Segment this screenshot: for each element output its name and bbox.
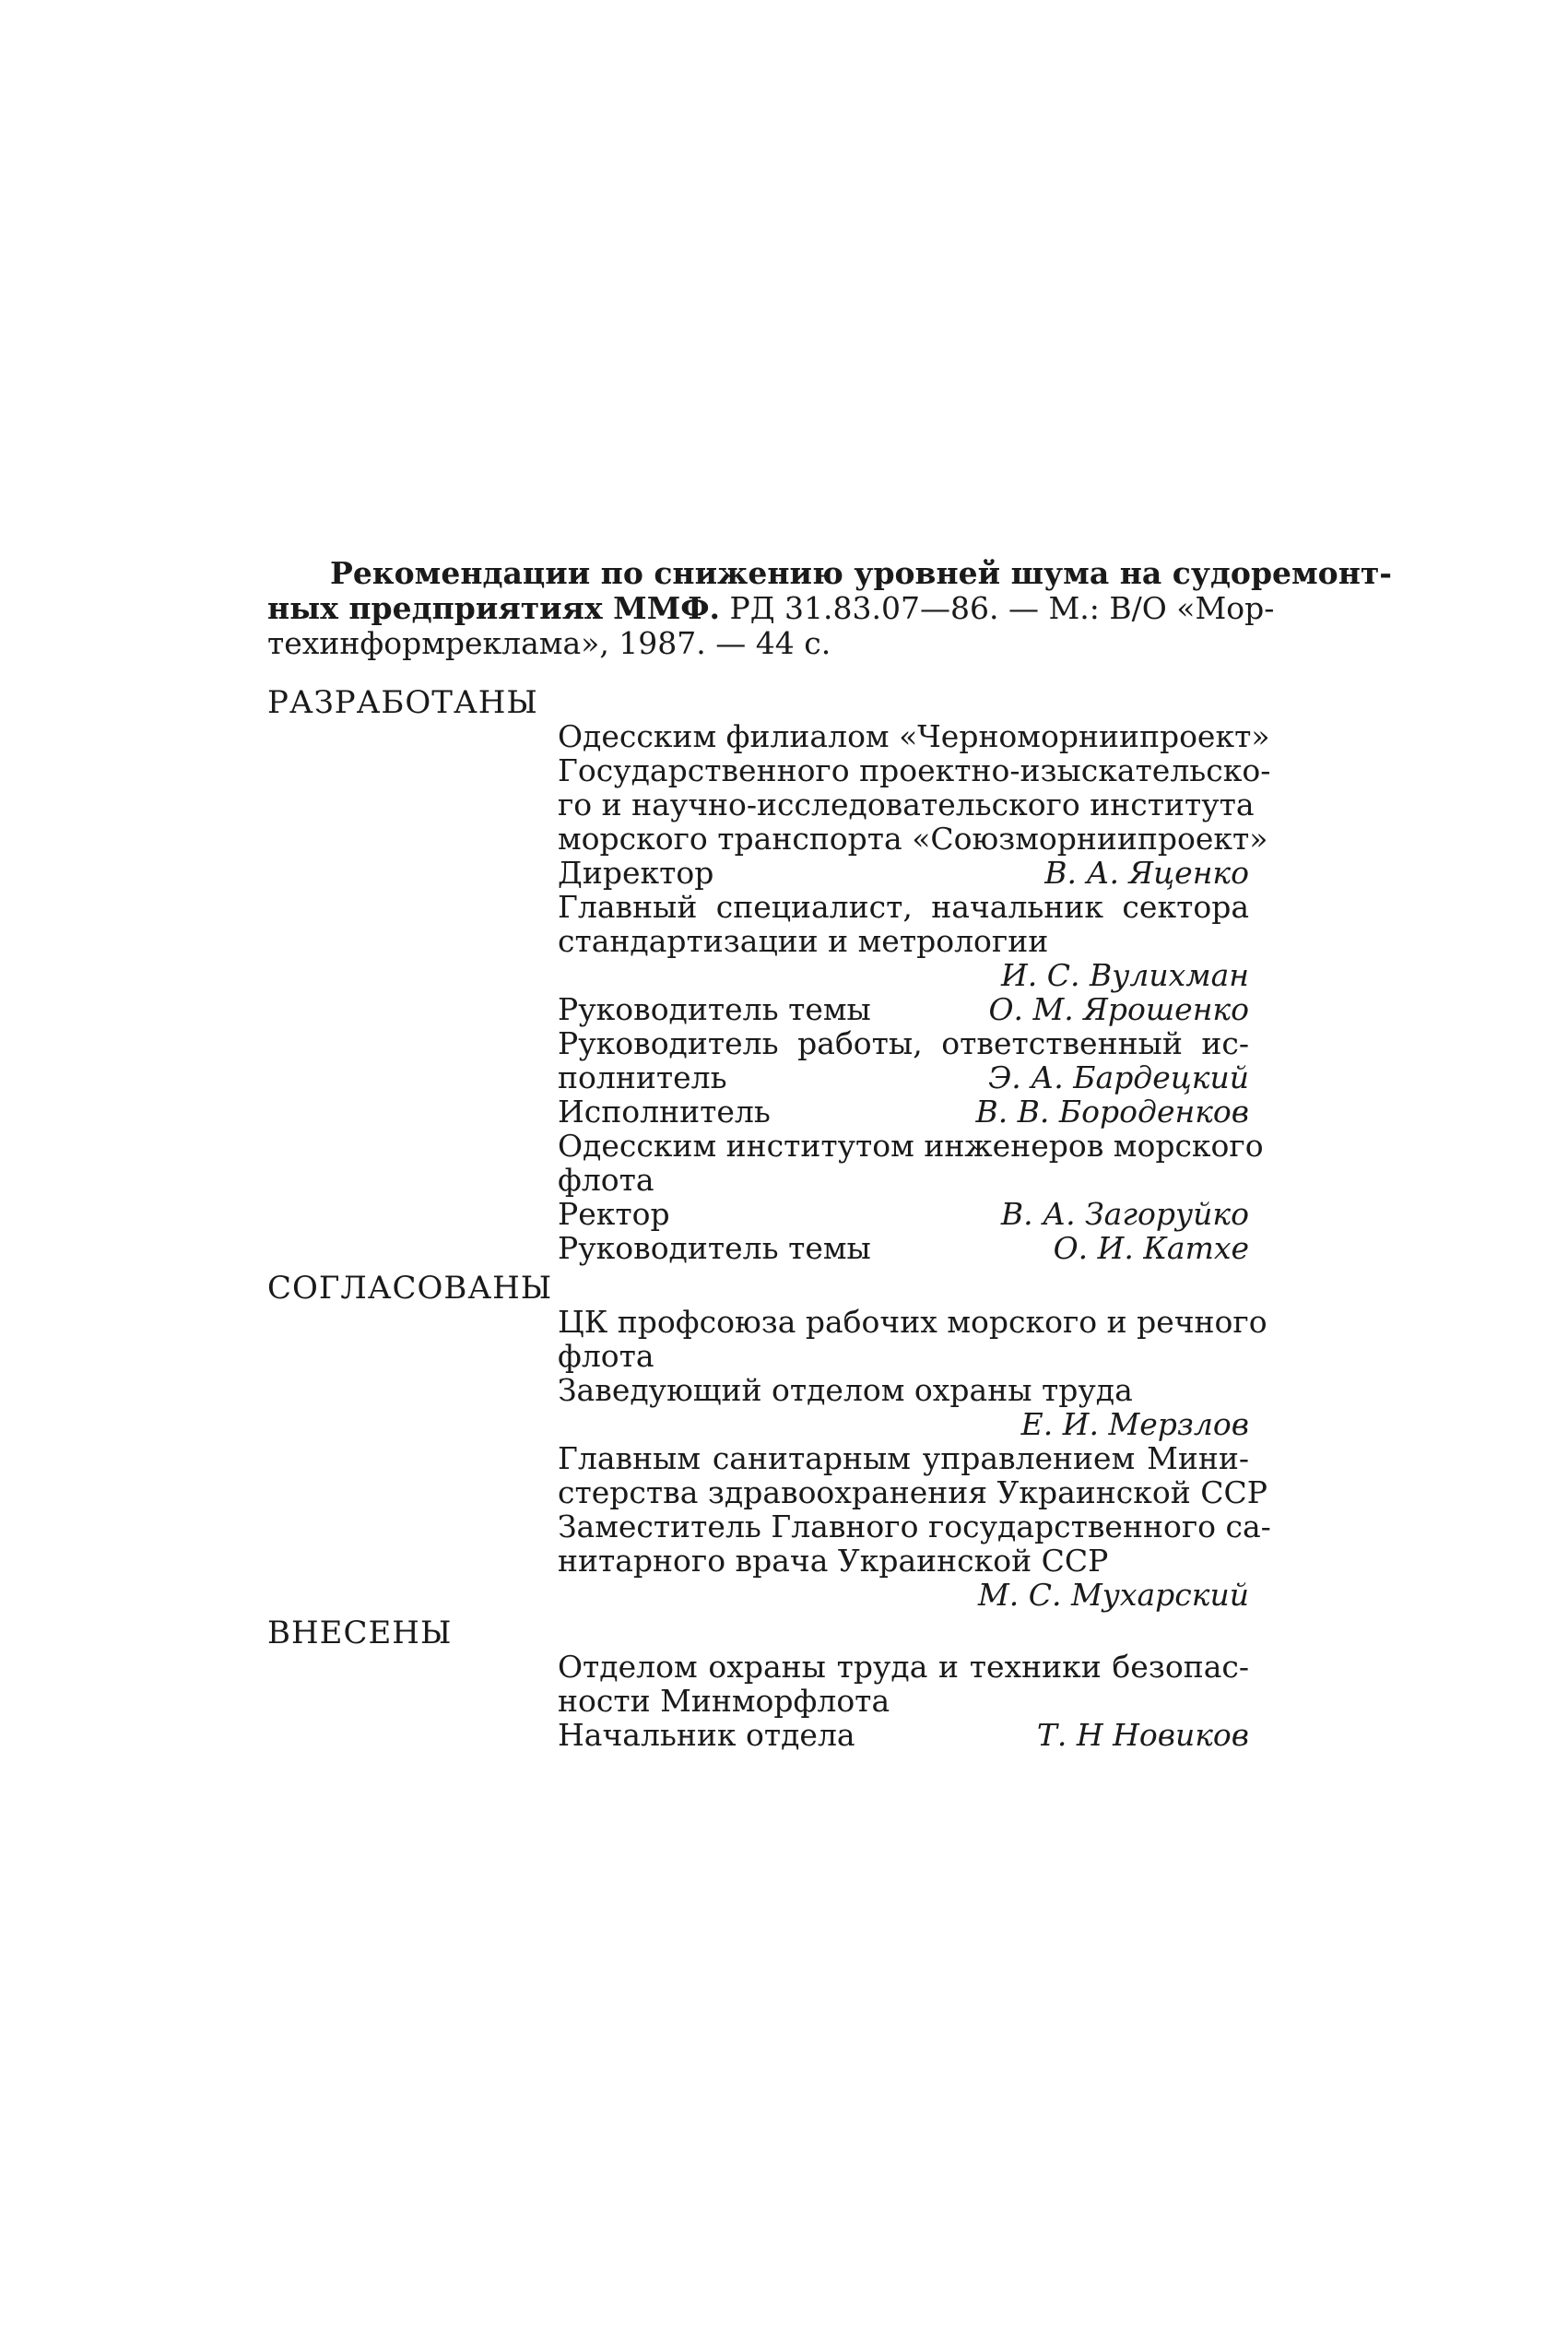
executor-label: Исполнитель (558, 1094, 771, 1130)
topic-lead-2-label: Руководитель темы (558, 1230, 871, 1266)
developer-org-line: морского транспорта «Союзморниипроект» (558, 821, 1268, 857)
topic-lead-name: О. М. Ярошенко (988, 991, 1249, 1027)
work-lead-line-2: полнитель (558, 1059, 727, 1095)
sanitary-org-line: нитарного врача Украинской ССР (558, 1543, 1109, 1579)
bibliographic-title-line-2: ных предприятиях ММФ. РД 31.83.07—86. — М.: В/О «Мор- (267, 590, 1275, 626)
chief-specialist-line: стандартизации и метрологии (558, 923, 1049, 959)
head-of-department-name: Е. И. Мерзлов (1020, 1406, 1249, 1442)
developer-org2-line-1: Одесским институтом инженеров морского (558, 1128, 1264, 1164)
department-chief-name: Т. Н Новиков (1036, 1717, 1249, 1753)
director-name: В. А. Яценко (1044, 855, 1249, 891)
section-heading-agreed: СОГЛАСОВАНЫ (267, 1270, 553, 1307)
sanitary-org-line: стерства здравоохранения Украинской ССР (558, 1474, 1267, 1510)
bibliographic-title-line-3: техинформреклама», 1987. — 44 с. (267, 625, 831, 661)
developer-org2-line-2: флота (558, 1162, 654, 1198)
sanitary-org-line: Заместитель Главного государственного са- (558, 1509, 1271, 1544)
work-lead-name: Э. А. Бардецкий (988, 1059, 1249, 1095)
chief-specialist-name: И. С. Вулихман (1000, 957, 1249, 993)
developer-org-line: Одесским филиалом «Черноморниипроект» (558, 718, 1270, 754)
work-lead-line-1: Руководитель работы, ответственный ис- (558, 1025, 1249, 1061)
head-of-department-label: Заведующий отделом охраны труда (558, 1372, 1133, 1408)
agreed-org-line-1: ЦК профсоюза рабочих морского и речного (558, 1304, 1267, 1340)
introduced-org-line-1: Отделом охраны труда и техники безопас- (558, 1649, 1249, 1685)
developer-org-line: го и научно-исследовательского института (558, 787, 1255, 822)
sanitary-org-line: Главным санитарным управлением Мини- (558, 1440, 1249, 1476)
chief-specialist-line: Главный специалист, начальник сектора (558, 889, 1249, 925)
director-label: Директор (558, 855, 714, 891)
rector-name: В. А. Загоруйко (1000, 1196, 1249, 1232)
department-chief-label: Начальник отдела (558, 1717, 855, 1753)
bibliographic-title-line-1: Рекомендации по снижению уровней шума на судоремонт- (330, 555, 1392, 591)
deputy-name: М. С. Мухарский (977, 1577, 1249, 1613)
rector-label: Ректор (558, 1196, 670, 1232)
topic-lead-2-name: О. И. Катхе (1053, 1230, 1249, 1266)
section-heading-developed: РАЗРАБОТАНЫ (267, 684, 538, 721)
introduced-org-line-2: ности Минморфлота (558, 1683, 890, 1719)
section-heading-introduced: ВНЕСЕНЫ (267, 1615, 453, 1651)
agreed-org-line-2: флота (558, 1338, 654, 1374)
executor-name: В. В. Бороденков (975, 1094, 1249, 1130)
developer-org-line: Государственного проектно-изыскательско- (558, 752, 1271, 788)
topic-lead-label: Руководитель темы (558, 991, 871, 1027)
